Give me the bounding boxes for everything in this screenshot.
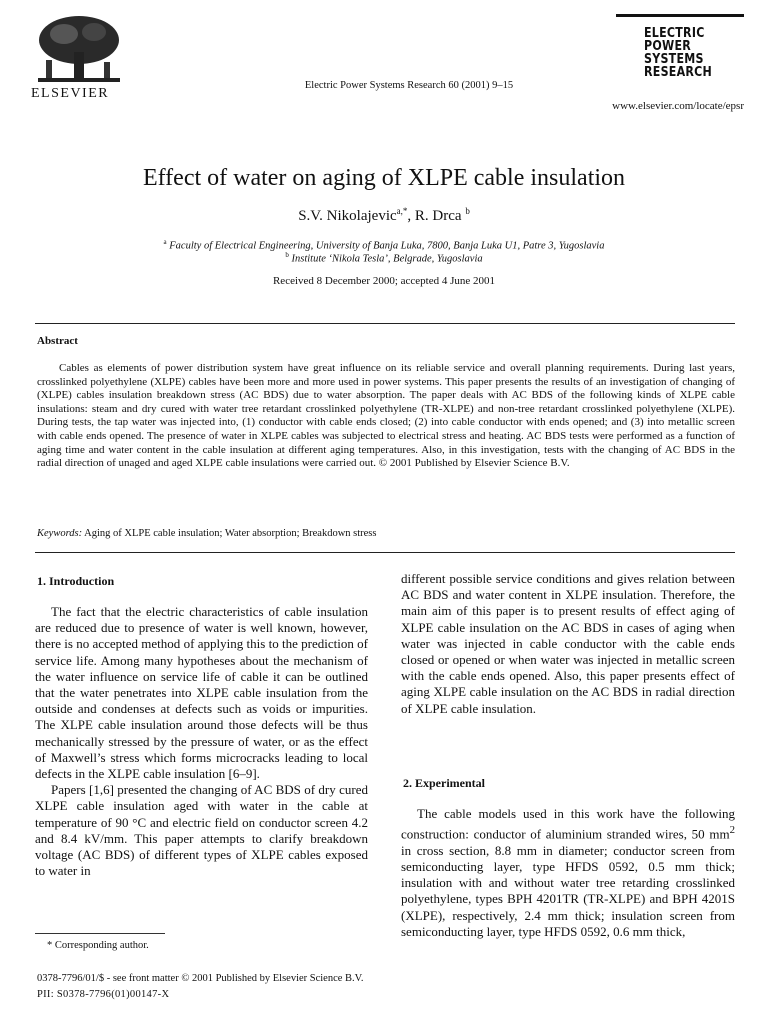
affiliation	[0, 251, 768, 265]
author-affiliation-mark[interactable]: a,*	[396, 206, 408, 216]
keywords	[37, 528, 376, 539]
right-column	[401, 806, 735, 940]
affiliation-text: Faculty of Electrical Engineering, University of Banja Luka, 7800, Banja Luka U1, Patre 3, Yugoslavia	[169, 240, 605, 252]
paragraph	[401, 806, 735, 940]
paragraph: different possible service conditions and gives relation between AC BDS and water content in XLPE insulation. Therefore, the main aim of this paper is to present results of effect aging of XLPE cable insulation on the AC BDS in cases of aging when water was injected in cable conductor with the cable ends closed or opened or when water was injected in metallic screen with the cable ends opened. Also, this paper presents effect of aging XLPE cable insulation on the AC BDS in radial direction of XLPE cable insulation.	[401, 571, 735, 716]
paragraph-text: The cable models used in this work have the following construction: conductor of aluminium stranded wires, 50 mm	[401, 806, 735, 842]
elsevier-tree-icon	[34, 14, 124, 86]
brand-line: SYSTEMS	[644, 52, 704, 67]
superscript: 2	[729, 824, 735, 837]
journal-logo-text	[616, 27, 744, 79]
divider	[35, 552, 735, 553]
pii: PII: S0378-7796(01)00147-X	[37, 989, 170, 1000]
keywords-list: Aging of XLPE cable insulation; Water absorption; Breakdown stress	[82, 528, 377, 539]
article-dates: Received 8 December 2000; accepted 4 June 2001	[272, 275, 496, 287]
footnote-divider	[35, 933, 165, 934]
affiliation	[0, 238, 768, 252]
affiliation-text: Institute ‘Nikola Tesla’, Belgrade, Yugoslavia	[291, 253, 483, 265]
section-heading: 1. Introduction	[37, 574, 115, 588]
paragraph-text: in cross section, 8.8 mm in diameter; conductor screen from semiconducting layer, type HFDS 0592, 0.5 mm thick; insulation with and without water tree retarding crosslinked polyethylene, types BPH 4201TR (TR-XLPE) and BPH 4201S (XLPE), respectively, 2.4 mm thick; insulation screen from semiconducting layer, type HFDS 0592, 0.6 mm thick,	[401, 842, 735, 939]
abstract-heading: Abstract	[37, 335, 78, 347]
article-title: Effect of water on aging of XLPE cable insulation	[142, 165, 626, 191]
abstract-body: Cables as elements of power distribution system have great influence on its reliable service and overall planning requirements. During last years, crosslinked polyethylene (XLPE) cables have been more and more used in power systems. This paper presents the results of an investigation of changing of (XLPE) cables insulation breakdown stress (AC BDS) due to water absorption. The paper deals with AC BDS of the following kinds of XLPE cable insulations: steam and dry cured with water tree retardant crosslinked polyethylene (TR-XLPE) and non-tree retardant crosslinked polyethylene (XLPE). During tests, the tap water was injected into, (1) conductor with cable ends closed; (2) into cable conductor with ends opened; and (3) into metallic screen with cable ends opened. The presence of water in XLPE cables was subjected to electrical stress and heating. AC BDS tests were performed as a function of aging time and water content in the cable insulation at different aging temperatures. Also, in this investigation, tests with the changing of AC BDS in the radial direction of unaged and aged XLPE cable insulations were carried out. © 2001 Published by Elsevier Science B.V.	[37, 362, 735, 470]
paragraph: Papers [1,6] presented the changing of AC BDS of dry cured XLPE cable insulation aged with water in the cable at temperature of 90 °C and electric field on conductor screen 4.2 and 8.4 kV/mm. This paper attempts to clarify breakdown voltage (AC BDS) of different types of XLPE cables exposed to water in	[35, 782, 368, 879]
keywords-label: Keywords:	[37, 528, 83, 539]
section-heading: 2. Experimental	[403, 776, 485, 790]
author-name: R. Drca	[414, 208, 462, 224]
paragraph: The fact that the electric characteristics of cable insulation are reduced due to presence of water is well known, however, there is no accepted method of applying this to the prediction of service life. Among many hypotheses about the mechanism of the water influence on service life of cable it can be outlined that the water penetrates into XLPE cable insulation from the outside and condenses at defects such as voids or impurities. The XLPE cable insulation around those defects will be thus mechanically stressed by the pressure of water, or as the effect of Maxwell’s stress which forms microcracks leading to local defects in the XLPE cable insulation [6–9].	[35, 604, 368, 782]
brand-bar	[616, 14, 744, 17]
author-name: S.V. Nikolajevic	[298, 208, 397, 224]
divider	[35, 323, 735, 324]
authors	[0, 206, 768, 225]
footnote: * Corresponding author.	[47, 940, 149, 951]
brand-line: RESEARCH	[644, 65, 713, 80]
author-affiliation-mark[interactable]: b	[465, 206, 470, 216]
front-matter: 0378-7796/01/$ - see front matter © 2001 Published by Elsevier Science B.V.	[37, 973, 364, 984]
affiliation-mark: b	[285, 251, 289, 259]
right-column	[401, 571, 735, 717]
affiliation-mark: a	[163, 238, 167, 246]
journal-url[interactable]: www.elsevier.com/locate/epsr	[612, 100, 744, 112]
left-column	[35, 604, 368, 879]
author-separator: ,	[407, 208, 415, 224]
publisher-name: ELSEVIER	[31, 86, 110, 101]
journal-brand	[616, 14, 744, 79]
journal-citation: Electric Power Systems Research 60 (2001) 9–15	[304, 80, 514, 91]
brand-line: POWER	[644, 39, 692, 54]
brand-line: ELECTRIC	[644, 26, 705, 41]
